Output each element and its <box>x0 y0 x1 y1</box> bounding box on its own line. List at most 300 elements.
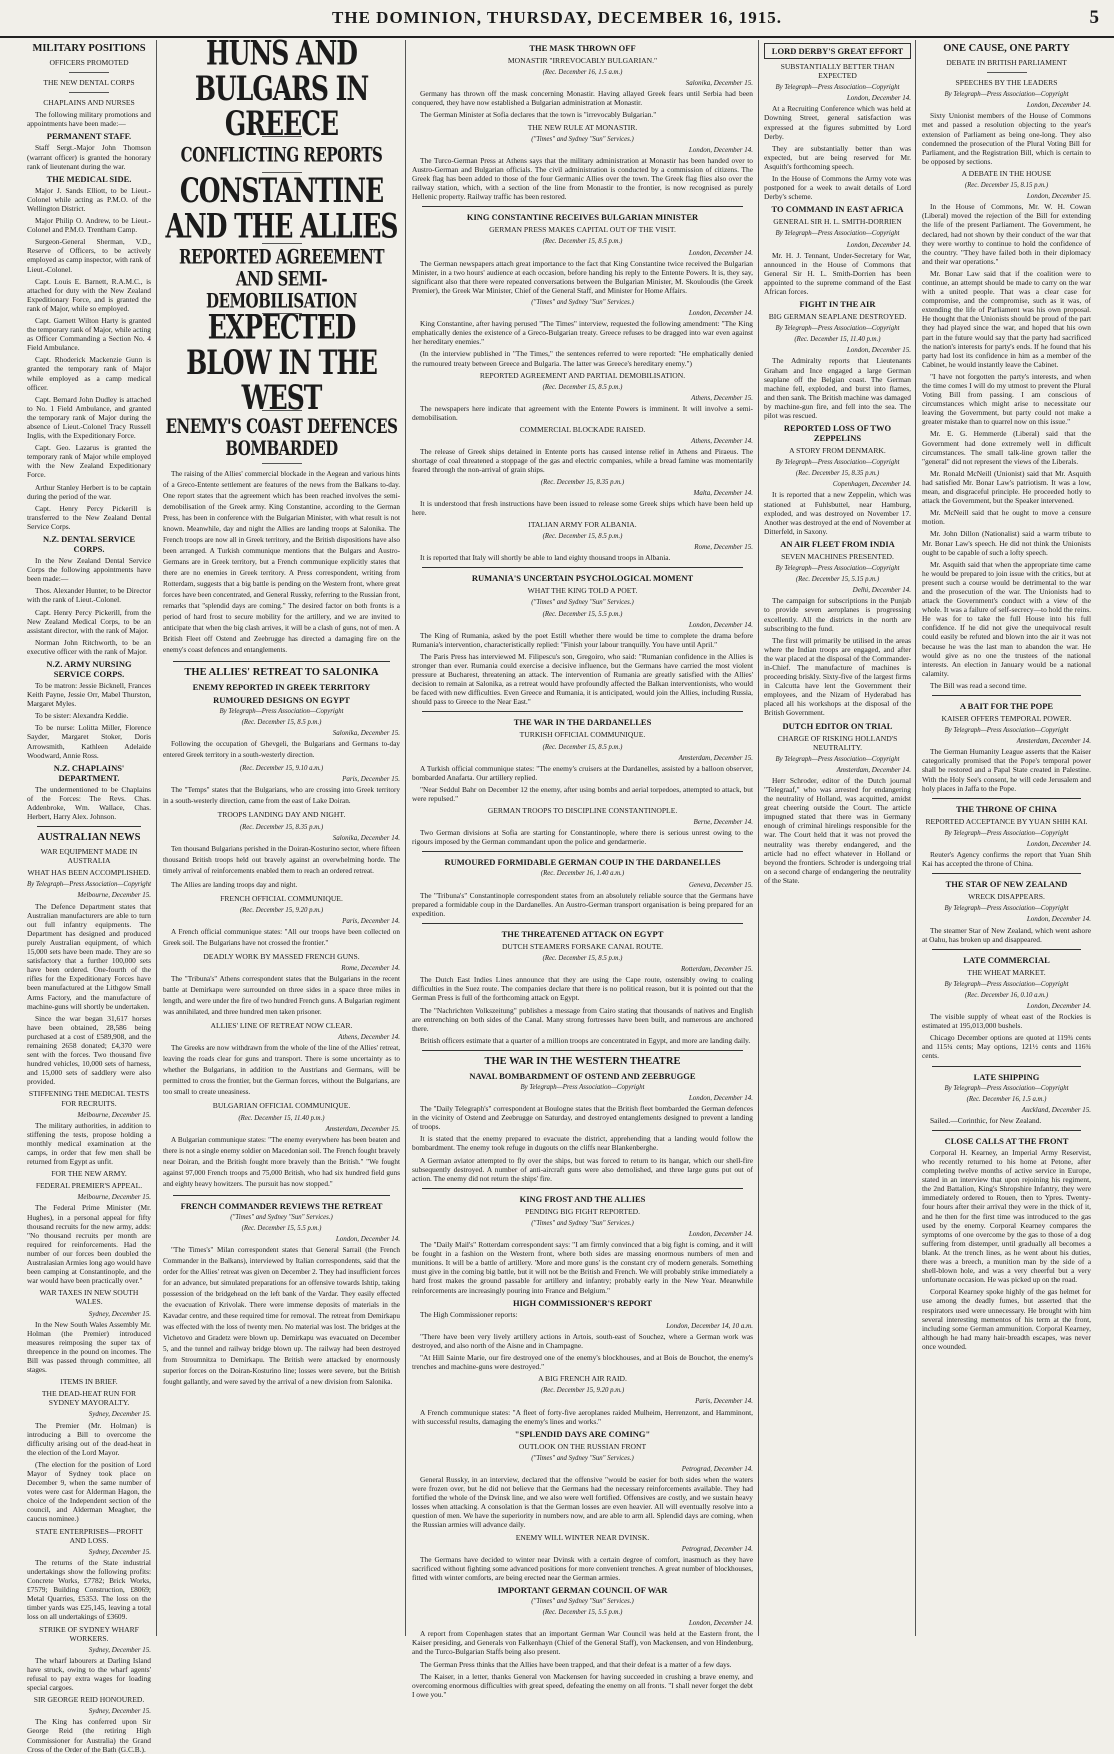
paragraph: Sixty Unionist members of the House of Commons met and passed a resolution objecting to the year's extension of Parliament as being one-long. They also condemned the prosecution of the Plural Voting Bill for Parliament, and the Registration Bill, which is certain to be opposed by sections. <box>922 111 1091 166</box>
headline: MILITARY POSITIONS <box>32 43 146 54</box>
received-line: (Rec. December 16, 1.40 a.m.) <box>540 870 625 878</box>
paragraph: The first will primarily be utilised in the areas where the Indian troops are engaged, and after the war placed at the disposal of the Commander-in-Chief. The manufacture of machines is proceeding briskly. Sixty-five of the largest firms in Calcutta have lent the Government their employees, and the Nizam of Hyderabad has placed all his workshops at the disposal of the British Government. <box>764 635 911 718</box>
subheading: BULGARIAN OFFICIAL COMMUNIQUE. <box>212 1101 351 1111</box>
headline: "SPLENDID DAYS ARE COMING" <box>514 1428 651 1439</box>
wire-credit: By Telegraph—Press Association—Copyright <box>944 727 1069 735</box>
subheading: A STORY FROM DENMARK. <box>789 446 886 456</box>
dateline: Delhi, December 14. <box>852 586 911 595</box>
dateline: Athens, December 14. <box>338 1033 400 1042</box>
received-line: (Rec. December 16, 0.10 a.m.) <box>964 991 1049 999</box>
paragraph: To be sister: Alexandra Keddie. <box>35 711 129 721</box>
subheading: DUTCH STEAMERS FORSAKE CANAL ROUTE. <box>501 941 664 951</box>
subheading: CHAPLAINS AND NURSES <box>43 98 135 108</box>
paragraph: The Defence Department states that Australian manufacturers are able to turn out full infantry equipments. The Department has designed and produced purely Australian equipment, of which 15,000 sets have been made. They are so satisfactory that a further 100,000 sets have been ordered. One-fourth of the rifles for the Expeditionary Forces have been manufactured at the Lithgow Small Arms Factory, and the manufacture of machine-guns will shortly be undertaken. <box>27 901 151 1011</box>
subheading: KAISER OFFERS TEMPORAL POWER. <box>941 714 1072 723</box>
subheading: WRECK DISAPPEARS. <box>968 892 1045 902</box>
headline: THE WAR IN THE DARDANELLES <box>513 717 652 728</box>
subheading: WHAT THE KING TOLD A POET. <box>527 586 638 596</box>
dateline: Melbourne, December 15. <box>77 1110 151 1119</box>
paragraph: It is reported that a new Zeppelin, which was stationed at Fuhlsbuttel, near Hamburg, exploded, and was destroyed on November 17. Another was destroyed at the end of November at Ditterfeld, in Saxony. <box>764 490 911 536</box>
dateline: Athens, December 14. <box>691 437 753 446</box>
dateline: Rotterdam, December 15. <box>680 965 753 974</box>
dateline: Salonika, December 15. <box>332 729 400 738</box>
wire-credit: By Telegraph—Press Association—Copyright <box>944 905 1069 913</box>
subheading: SUBSTANTIALLY BETTER THAN EXPECTED <box>780 62 895 81</box>
column-military-australian <box>22 40 157 1754</box>
divider <box>932 873 1081 874</box>
paragraph: The Kaiser, in a letter, thanks General von Mackensen for having succeeded in crushing a brave enemy, and overcoming enormous difficulties with great speed, defeating the enemy on all fronts. "I shall never forget the debt I owe you." <box>412 1671 753 1699</box>
divider <box>932 949 1081 950</box>
subheading: SEVEN MACHINES PRESENTED. <box>781 551 894 561</box>
paragraph: A French official communique states: "All our troops have been collected on Greek soil. The Bulgarians have not crossed the frontier." <box>163 928 400 948</box>
dateline: London, December 14. <box>846 240 911 249</box>
headline: FRENCH COMMANDER REVIEWS THE RETREAT <box>180 1200 383 1211</box>
paragraph: A Turkish official communique states: "The enemy's cruisers at the Dardanelles, assisted by a balloon observer, bombarded Anafarta. Our artillery replied. <box>412 763 753 782</box>
paragraph: Thos. Alexander Hunter, to be Director with the rank of Lieut.-Colonel. <box>27 586 151 605</box>
dateline: Geneva, December 15. <box>688 880 753 889</box>
dateline: Sydney, December 15. <box>88 1707 151 1716</box>
subheading: OUTLOOK ON THE RUSSIAN FRONT <box>518 1441 647 1451</box>
subheading: CHARGE OF RISKING HOLLAND'S NEUTRALITY. <box>777 733 898 752</box>
subheading: THE DEAD-HEAT RUN FOR SYDNEY MAYORALTY. <box>41 1389 137 1408</box>
subheading: TROOPS LANDING DAY AND NIGHT. <box>217 810 346 820</box>
paragraph: In the New South Wales Assembly Mr. Holman (the Premier) introduced measures reimposing the super tax of threepence in the pound on incomes. The Bill was passed through committee, all stages. <box>27 1319 151 1375</box>
received-line: (Rec. December 15, 8.5 p.m.) <box>542 743 623 751</box>
column-derby-million-men <box>760 40 916 1636</box>
divider <box>262 463 302 464</box>
column-one-cause <box>917 40 1096 1636</box>
subheading: A DEBATE IN THE HOUSE <box>961 168 1052 178</box>
paragraph: Arthur Stanley Herbert is to be captain during the period of the war. <box>27 482 151 501</box>
paragraph: The "Daily Telegraph's" correspondent at Boulogne states that the British fleet bombarded the German defences in the vicinity of Ostend and Zeebrugge on Saturday, and destroyed entanglements designed to prevent a landing of troops. <box>412 1104 753 1132</box>
paragraph: The military authorities, in addition to stiffening the tests, propose holding a monthly medical examination at the camps, in order that few men shall be returned from Egypt as unfit. <box>27 1120 151 1167</box>
paragraph: A Bulgarian communique states: "The enemy everywhere has been beaten and there is not a single enemy soldier on Macedonian soil. The French fought bravely near Doiran, and the British fought more bravely than the British." "We fought against 97,000 French troops and 75,000 British, who had six hundred field guns and eighty heavy howitzers. The pursuit has now stopped." <box>163 1135 400 1188</box>
subheading: SPEECHES BY THE LEADERS <box>955 78 1058 88</box>
headline: REPORTED LOSS OF TWO ZEPPELINS <box>783 423 892 444</box>
section-heading: PERMANENT STAFF. <box>46 131 132 142</box>
paragraph: The King has conferred upon Sir George Reid (the retiring High Commissioner for Australia) the Grand Cross of the Order of the Bath (G.C.B.). <box>27 1717 151 1754</box>
headline: A BAIT FOR THE POPE <box>959 701 1054 711</box>
paragraph: Reuter's Agency confirms the report that Yuan Shih Kai has accepted the throne of China. <box>922 850 1091 869</box>
paragraph: The German newspapers attach great importance to the fact that King Constantine twice received the Bulgarian Minister, in a two hours' audience at each occasion, before handing his reply to the Entente Powers. It is, they say, significant also that there were repeated conversations between the Bulgarian Minister, M. Skouloudis (the Greek Premier), the Greek War Minister, Chief of the General Staff, and Minister for Home Affairs. <box>412 258 753 295</box>
dateline: London, December 15. <box>1026 192 1091 201</box>
paragraph: It is understood that fresh instructions have been issued to release some Greek ships which have been held up here. <box>412 498 753 517</box>
received-line: (Rec. December 15, 9.20 p.m.) <box>540 1387 625 1395</box>
received-line: (Rec. December 15, 5.5 p.m.) <box>542 1609 623 1617</box>
paragraph: Herr Schroder, editor of the Dutch journal "Telegraaf," who was arrested for endangering the neutrality of Holland, was acquitted, amidst great cheering outside the Court. The article impugned stated that there was in Germany enough of criminal hirelings responsible for the war. The Court held that it was not proved the neutrality was thereby endangered, and the article had no effect whatever in Holland or beyond the frontiers. Schroder is undergoing trial on a second charge of endangering the neutrality of the State. <box>764 775 911 885</box>
headline: AN AIR FLEET FROM INDIA <box>780 538 895 549</box>
subheading: FRENCH OFFICIAL COMMUNIQUE. <box>220 893 343 903</box>
paragraph: It is stated that the enemy prepared to evacuate the district, apprehending that a landing would follow the bombardment. The enemy took refuge in dugouts on the cliffs near Blankenberghe. <box>412 1134 753 1153</box>
lead-headline: HUNS AND BULGARS IN GREECE <box>194 33 369 143</box>
wire-credit: By Telegraph—Press Association—Copyright <box>775 565 900 573</box>
dateline: London, December 14. <box>1026 915 1091 924</box>
dateline: Amsterdam, December 14. <box>836 765 911 774</box>
paragraph: British officers estimate that a quarter of a million troops are concentrated in Egypt, and more are landing daily. <box>420 1035 751 1045</box>
dateline: Salonika, December 15. <box>685 79 753 88</box>
dateline: Amsterdam, December 14. <box>1016 737 1091 746</box>
paragraph: Major Philip O. Andrew, to be Lieut.-Colonel and P.M.O. Trentham Camp. <box>27 216 151 235</box>
wire-credit: By Telegraph—Press Association—Copyright <box>775 325 900 333</box>
paragraph: Mr. E. G. Hemmerde (Liberal) said that the Government had done extremely well in difficult circumstances. The small talk-line grown taller the "general" did not represent the views of the Liberals. <box>922 429 1091 466</box>
column-lead-story <box>158 33 406 1636</box>
subheading: FEDERAL PREMIER'S APPEAL. <box>35 1181 143 1191</box>
subheading: STATE ENTERPRISES—PROFIT AND LOSS. <box>35 1526 143 1545</box>
wire-credit: By Telegraph—Press Association—Copyright <box>27 881 151 889</box>
paragraph: The "Daily Mail's" Rotterdam correspondent says: "I am firmly convinced that a big fight is coming, and it will be fought in a fashion on the Western front, where both sides are massing enormous numbers of men and munitions. It will be a battle of artillery. 'More and more guns' is the constant cry of modern generals. Something must give in the coming big battle, but it will not be the British and French. We will probably strike immediately a hard frost makes the ground passable for artillery and infantry; probably early in the New Year. Meanwhile reinforcements are increasingly pouring into France and Belgium." <box>412 1240 753 1295</box>
dateline: London, December 14. <box>688 248 753 257</box>
headline: THE STAR OF NEW ZEALAND <box>945 879 1068 890</box>
headline: LATE COMMERCIAL <box>963 954 1050 965</box>
paragraph: The returns of the State industrial undertakings show the following profits: Concrete Works, £7782; Brick Works, £7579; Building Construction, £8069; Metal Quarries, £5353. The loss on the timber yards was £25,145, leaving a total loss on all undertakings of £3609. <box>27 1557 151 1622</box>
paragraph: The German Minister at Sofia declares that the town is "irrevocably Bulgarian." <box>420 110 657 120</box>
paragraph: Capt. Louis E. Barnett, R.A.M.C., is attached for duty with the New Zealand Expeditionary Force, and is granted the rank of Major, while so employed. <box>27 276 151 313</box>
paragraph: The newspapers here indicate that agreement with the Entente Powers is imminent. It will involve a semi-demobilisation. <box>412 403 753 422</box>
received-line: (Rec. December 15, 8.5 p.m.) <box>241 719 322 727</box>
dateline: London, December 14. <box>688 309 753 318</box>
divider <box>932 1066 1081 1067</box>
paragraph: (In the interview published in "The Times," the sentences referred to were reported: "He emphatically denied the rumoured treaty between Greece and Bulgaria. The latter was Greece's hereditary enemy.") <box>412 349 753 368</box>
received-line: (Rec. December 15, 11.40 p.m.) <box>238 1114 325 1122</box>
divider <box>932 1130 1081 1131</box>
received-line: (Rec. December 15, 8.35 p.m.) <box>795 470 880 478</box>
divider <box>173 1195 390 1196</box>
subheading: THE NEW DENTAL CORPS <box>43 78 135 88</box>
subheading: ALLIES' LINE OF RETREAT NOW CLEAR. <box>210 1021 353 1031</box>
dateline: Athens, December 15. <box>691 393 753 402</box>
paragraph: The Turco-German Press at Athens says that the military administration at Monastir has been handed over to Austro-German and Bulgarian officials. The civil administration is conducted by a commission of citizens. The Greek flag has been added to those of the four Germanic Allies over the town. The Greek flag flies also over the railway station, which, with a section of the line from Monastir to the frontier, is now recognised as purely Hellenic property. Railway traffic has been restored. <box>412 155 753 202</box>
paragraph: Mr. Bonar Law said that if the coalition were to continue, an attempt should be made to carry on the war with a united people. That was a clear case for compromise, and the compromise, such as it was, of extending the life of Parliament was his own proposal. He thought that the Unionists should be proud of the part they had played since the war, and hoped that his own part in the future would say that the party had sacrificed the nation's interests for party's ends. If he found that his party had lost its confidence in him as a member of the Cabinet, he would instantly leave the Cabinet. <box>922 268 1091 369</box>
subheading: GERMAN PRESS MAKES CAPITAL OUT OF THE VISIT. <box>489 225 676 235</box>
subheading: RUMOURED DESIGNS ON EGYPT <box>213 695 350 705</box>
paragraph: The Allies are landing troops day and night. <box>171 880 298 889</box>
paragraph: The Dutch East Indies Lines announce that they are using the Cape route, ostensibly owing to coaling difficulties in the Suez route. The companies declare that there is no political reason, but it is pointed out that the German Press is full of the forthcoming attack on Egypt. <box>412 975 753 1003</box>
paragraph: The Paris Press has interviewed M. Filipescu's son, Gregoiro, who said: "Rumanian confidence in the Allies is stronger than ever. Rumania could exercise a decisive influence, but the Germans have carried the most violent pressure at Bucharest, threatening an attack. The intervention of Rumania are greatly satisfied with the Allies' decision to remain at Salonika, as a retreat would have profoundly affected the Balkan interventionists, who would be faced with new difficulties. Even Greece and Rumania, it is anticipated, would join the Allies, including Russia, should pass to Greece to the Near East." <box>412 651 753 707</box>
wire-credit: By Telegraph—Press Association—Copyright <box>219 708 344 715</box>
divider <box>422 923 743 924</box>
paragraph: The undermentioned to be Chaplains of the Forces: The Revs. Chas. Addenbroke, Wm. Wallace, Chas. Herbert, Harry Alex. Johnson. <box>27 784 151 821</box>
headline: CONFLICTING REPORTS <box>180 143 383 167</box>
wire-credit: ("Times" and Sydney "Sun" Services.) <box>531 599 634 607</box>
divider <box>422 1188 743 1189</box>
paragraph: Mr. John Dillon (Nationalist) said a warm tribute to Mr. Bonar Law's speech. He did not think the Unionists ought to be capable of such a lofty speech. <box>922 529 1091 557</box>
dateline: London, December 15. <box>846 346 911 355</box>
wire-credit: By Telegraph—Press Association—Copyright <box>944 980 1069 988</box>
lead-paragraph: The raising of the Allies' commercial blockade in the Aegean and various hints of a Greco-Entente settlement are features of the news from the Balkans to-day. One report states that the agreement which has been reached involves the semi-demobilisation of the Greek army. King Constantine, according to the German Press, has been in conference with the Bulgarian Minister, with what result is not known. Meanwhile, day and night the Allies are landing troops at Salonika. The French troops are now all in Greek territory, and the British dispositions have also been arranged. A Turkish communique mentions that the Bulgars and Austro-Germans are in Greek territory, but a French communique explicitly states that there are no enemies in Greek territory. A Press correspondent, writing from Rotterdam, suggests that a big battle is pending on the Western front, where great forces have been concentrated, and General Russky, referring to the Russian front, remarks that "splendid days are coming." The desired factor on both fronts is a period of hard frost to secure mobility for the artillery, and we are invited to anticipate that when the big clash arrives, it will be a clash of guns, not of men. A British Fleet off Ostend and Zeebrugge has directed a damaging fire on the enemy's coast defences and entanglements. <box>163 470 400 654</box>
dateline: Sydney, December 15. <box>88 1547 151 1556</box>
wire-credit: By Telegraph—Press Association—Copyright <box>944 829 1069 837</box>
subheading: THE WHEAT MARKET. <box>967 967 1046 977</box>
paragraph: It is reported that Italy will shortly be able to land eighty thousand troops in Albania. <box>420 553 671 563</box>
subheading: THE NEW RULE AT MONASTIR. <box>527 122 638 132</box>
subheading: OFFICERS PROMOTED <box>49 58 129 67</box>
column-balkan-western <box>407 40 759 1699</box>
paragraph: Ten thousand Bulgarians perished in the Doiran-Kosturino sector, where fifteen thousand British troops held out bravely against an overwhelming horde. The timely arrival of reinforcements enabled them to reach an ordered retreat. <box>163 844 400 875</box>
subheading: DEADLY WORK BY MASSED FRENCH GUNS. <box>203 952 360 962</box>
dateline: London, December 14. <box>1026 101 1091 110</box>
paragraph: In the House of Commons, Mr. W. H. Cowan (Liberal) moved the rejection of the Bill for extending the life of the present Parliament. The Government, he declared, had not shown by their conduct of the war that they were worthy to continue to hold the confidence of the country. "They have failed both in their diplomacy and their war operations." <box>922 202 1091 266</box>
wire-credit: ("Times" and Sydney "Sun" Services.) <box>531 298 634 306</box>
paragraph: In the New Zealand Dental Service Corps the following appointments have been made:— <box>27 556 151 584</box>
received-line: (Rec. December 15, 8.35 p.m.) <box>239 823 324 831</box>
paragraph: The German Press thinks that the Allies have been trapped, and that their defeat is a matter of a few days. <box>420 1659 732 1669</box>
divider <box>422 711 743 712</box>
received-line: (Rec. December 15, 11.40 p.m.) <box>794 336 881 344</box>
paragraph: The Federal Prime Minister (Mr. Hughes), in a personal appeal for fifty thousand recruits for the new army, adds: "No thousand recruits per month are required for reinforcements. Had the number of our forces been doubled the Australasian Armies long ago would have been camping at Constantinople, and the war would have been practically over." <box>27 1203 151 1286</box>
wire-credit: By Telegraph—Press Association—Copyright <box>944 91 1069 99</box>
paragraph: Mr. Ronald McNeill (Unionist) said that Mr. Asquith had satisfied Mr. Bonar Law's patriotism. It was a low, mean, and disgraceful principle. He proceeded hotly to attack the Government, but the Speaker intervened. <box>922 468 1091 506</box>
dateline: Berne, December 14. <box>693 818 753 827</box>
wire-credit: ("Times" and Sydney "Sun" Services.) <box>531 135 634 143</box>
paragraph: The Bill was read a second time. <box>930 680 1027 690</box>
dateline: Melbourne, December 15. <box>77 1193 151 1202</box>
paragraph: To be matron: Jessie Bicknell, Frances Keith Payne, Jessie Orr, Mabel Thurston, Margaret Myles. <box>27 680 151 709</box>
wire-credit: ("Times" and Sydney "Sun" Services.) <box>230 1213 333 1221</box>
paragraph: The German Humanity League asserts that the Kaiser categorically promised that the Pope's temporal power shall be restored and a Papal State created in Palestine. With the Holy See's consent, he will cede Jerusalem and holy places in Jaffa to the Pope. <box>922 747 1091 793</box>
subheading: ENEMY WILL WINTER NEAR DVINSK. <box>515 1532 650 1542</box>
dateline: Rome, December 14. <box>341 964 400 973</box>
paragraph: At a Recruiting Conference which was held at Downing Street, general satisfaction was expressed at the figures submitted by Lord Derby. <box>764 104 911 141</box>
subheading: ENEMY REPORTED IN GREEK TERRITORY <box>192 682 371 692</box>
received-line: (Rec. December 15, 8.5 p.m.) <box>542 533 623 541</box>
section-heading: N.Z. CHAPLAINS' DEPARTMENT. <box>53 762 125 783</box>
received-line: (Rec. December 15, 9.20 p.m.) <box>239 906 324 914</box>
headline: EXPECTED BLOW IN THE WEST <box>186 307 377 417</box>
headline: KING CONSTANTINE RECEIVES BULGARIAN MINISTER <box>466 212 699 223</box>
headline: RUMOURED FORMIDABLE GERMAN COUP IN THE DARDANELLES <box>444 857 721 868</box>
received-line: (Rec. December 15, 5.5 p.m.) <box>542 610 623 618</box>
received-line: (Rec. December 15, 8.5 p.m.) <box>542 383 623 391</box>
headline: ONE CAUSE, ONE PARTY <box>943 43 1070 54</box>
headline: FIGHT IN THE AIR <box>799 299 876 310</box>
section-heading: N.Z. DENTAL SERVICE CORPS. <box>42 534 136 555</box>
wire-credit: By Telegraph—Press Association—Copyright <box>775 230 900 238</box>
paragraph: (The election for the position of Lord Mayor of Sydney took place on December 9, when the same number of votes were cast for Alderman Hagon, the choice of the Independent section of the council, and Alderman Meagher, the caucus nominee.) <box>27 1459 151 1524</box>
divider <box>422 1050 743 1051</box>
dateline: Melbourne, December 15. <box>77 891 151 900</box>
paragraph: The Greeks are now withdrawn from the whole of the line of the Allies' retreat, leaving the roads clear for guns and transport. There is some uncertainty as to whether the Bulgarians, in addition to the Austrians and Germans, will be permitted to cross the frontier, but the German forces, without the Bulgarians, are too small to create uneasiness. <box>163 1044 400 1097</box>
subheading: A BIG FRENCH AIR RAID. <box>538 1374 627 1384</box>
subheading: REPORTED ACCEPTANCE BY YUAN SHIH KAI. <box>925 816 1088 826</box>
dateline: Copenhagen, December 14. <box>832 480 911 489</box>
divider <box>173 661 390 662</box>
paragraph: "Near Seddul Bahr on December 12 the enemy, after using bombs and aerial torpedoes, attempted to attack, but were repulsed." <box>412 784 753 803</box>
dateline: London, December 14, 10 a.m. <box>666 1321 753 1330</box>
subheading: TURKISH OFFICIAL COMMUNIQUE. <box>519 730 646 740</box>
paragraph: The following military promotions and appointments have been made:— <box>27 110 151 129</box>
section-heading: N.Z. ARMY NURSING SERVICE CORPS. <box>46 658 132 679</box>
paragraph: In the House of Commons the Army vote was postponed for a week to await details of Lord Derby's scheme. <box>764 174 911 202</box>
headline: NAVAL BOMBARDMENT OF OSTEND AND ZEEBRUGGE <box>469 1070 696 1081</box>
dateline: London, December 14. <box>688 1619 753 1628</box>
paragraph: The visible supply of wheat east of the Rockies is estimated at 195,013,000 bushels. <box>922 1012 1091 1031</box>
paragraph: The "Tribuna's" Athens correspondent states that the Bulgarians in the recent battle at Demirkapu were surrounded on three sides in a space three miles in length, and were under the fire of two hundred French guns. A Bulgarian regiment was annihilated, and three hundred men taken prisoner. <box>163 975 400 1017</box>
paragraph: Capt. Rhoderick Mackenzie Gunn is granted the temporary rank of Major while employed as a camp medical officer. <box>27 355 151 392</box>
paragraph: Two German divisions at Sofia are starting for Constantinople, where there is serious unrest owing to the rigours imposed by the German commandant upon the police and gendarmerie. <box>412 828 753 847</box>
paragraph: The Premier (Mr. Holman) is introducing a Bill to overcome the difficulty arising out of the dead-heat in the election of the Lord Mayor. <box>27 1420 151 1457</box>
headline: THE THREATENED ATTACK ON EGYPT <box>501 928 664 939</box>
dateline: Amsterdam, December 15. <box>678 753 753 762</box>
subheading: PENDING BIG FIGHT REPORTED. <box>525 1206 640 1216</box>
headline: THE MASK THROWN OFF <box>529 43 636 53</box>
headline: KING FROST AND THE ALLIES <box>519 1193 646 1204</box>
received-line: (Rec. December 15, 8.35 p.m.) <box>540 478 625 486</box>
subheading: BIG GERMAN SEAPLANE DESTROYED. <box>768 312 907 322</box>
dateline: Paris, December 14. <box>342 916 400 925</box>
paragraph: Corporal H. Kearney, an Imperial Army Reservist, who recently returned to his home at Petone, after completing twelve months of active service in Europe, stated in an interview that upon rejoining his regiment, the 2nd Battalion, King's Shropshire Infantry, they were immediately ordered to Rouen, then to Ypres. Twenty-four hours after their arrival they were in the thick of it, and he then for the first time was introduced to the gas used by the enemy. Corporal Kearney compares the symptoms of one overcome by the gas to those of a dog suffering from distemper, until gradually all becomes a blank. At the trench lines, as he went about his duties, there was a breech, a munition man by the side of a shell-blown hole, and was a very cheerful but a very unfortunate occasion. He was picked up on the road. <box>922 1147 1091 1285</box>
subheading: FOR THE NEW ARMY. <box>51 1169 127 1179</box>
paragraph: The High Commissioner reports: <box>420 1309 518 1319</box>
paragraph: Chicago December options are quoted at 119¾ cents and 115¼ cents; May options, 121½ cents and 116¾ cents. <box>922 1033 1091 1061</box>
subheading: STIFFENING THE MEDICAL TESTS FOR RECRUITS. <box>28 1089 150 1108</box>
subheading: GERMAN TROOPS TO DISCIPLINE CONSTANTINOPLE. <box>487 806 678 816</box>
dateline: Salonika, December 14. <box>332 833 400 842</box>
divider <box>932 798 1081 799</box>
paragraph: Since the war began 31,617 horses have been obtained, 28,586 being purchased at a cost of £589,908, and the remaining 2658 donated; £4,370 were sent with the forces. Two thousand five hundred vehicles, 10,000 sets of harness, and 15,000 sets of saddlery were also provided. <box>27 1013 151 1087</box>
paragraph: Capt. Bernard John Dudley is attached to No. 1 Field Ambulance, and granted the temporary rank of Major during the absence of Lieut.-Colonel Tracy Russell Inglis, with the Expeditionary Force. <box>27 394 151 441</box>
headline: HIGH COMMISSIONER'S REPORT <box>512 1297 653 1308</box>
subheading: STRIKE OF SYDNEY WHARF WORKERS. <box>39 1624 139 1643</box>
paragraph: The "Tribuna's" Constantinople correspondent states from an absolutely reliable source that the Germans have prepared a formidable coup in the Dardanelles. An Austro-German transport organisation is being prepared for an expedition. <box>412 890 753 918</box>
wire-credit: ("Times" and Sydney "Sun" Services.) <box>531 1219 634 1227</box>
split-columns <box>760 40 915 1636</box>
divider <box>422 206 743 207</box>
paragraph: A report from Copenhagen states that an important German War Council was held at the Eastern front, the Kaiser presiding, and Generals von Falkenhayn (Chief of the General Staff), von Mackensen, and von Hindenburg, and the Turco-Bulgarian Staffs being also present. <box>412 1629 753 1657</box>
paragraph: Mr. H. J. Tennant, Under-Secretary for War, announced in the House of Commons that General Sir H. L. Smith-Dorrien has been appointed to the supreme command of the East African forces. <box>764 250 911 296</box>
received-line: (Rec. December 15, 9.10 a.m.) <box>239 765 324 773</box>
paragraph: Norman John Ritchworth, to be an executive officer with the rank of Major. <box>27 637 151 656</box>
paragraph: The wharf labourers at Darling Island have struck, owing to the wharf agents' refusal to pay extra wages for loading special cargoes. <box>27 1655 151 1693</box>
dateline: London, December 14. <box>1026 839 1091 848</box>
received-line: (Rec. December 16, 1.5 a.m.) <box>966 1095 1047 1103</box>
dateline: London, December 14. <box>688 145 753 154</box>
dateline: London, December 14. <box>1026 1001 1091 1010</box>
headline: RUMANIA'S UNCERTAIN PSYCHOLOGICAL MOMENT <box>471 573 694 584</box>
subheading: ITEMS IN BRIEF. <box>60 1377 118 1387</box>
paragraph: Staff Sergt.-Major John Thomson (warrant officer) is granted the honorary rank of lieutenant during the war. <box>27 143 151 171</box>
paragraph: The release of Greek ships detained in Entente ports has caused intense relief in Athens and Piraeus. The shortage of coal threatened a stoppage of the gas and electric companies, while a bread famine was momentarily feared through the non-arrival of grain ships. <box>412 447 753 475</box>
dateline: London, December 14. <box>846 94 911 103</box>
headline: THE ALLIES' RETREAT TO SALONIKA <box>184 667 379 678</box>
dateline: Auckland, December 15. <box>1021 1105 1091 1114</box>
divider <box>422 567 743 568</box>
dateline: Petrograd, December 14. <box>681 1464 753 1473</box>
dateline: Paris, December 14. <box>695 1397 753 1406</box>
paragraph: "At Hill Sainte Marie, our fire destroyed one of the enemy's blockhouses, and at Bois de Bouchot, the enemy's trenches and machine-guns were destroyed." <box>412 1353 753 1372</box>
subcolumn-left <box>760 40 915 1636</box>
headline: TO COMMAND IN EAST AFRICA <box>771 204 904 215</box>
dateline: Sydney, December 15. <box>88 1309 151 1318</box>
paragraph: Surgeon-General Sherman, V.D., Reserve of Officers, to be actively employed as camp inspector, with rank of Lieut.-Colonel. <box>27 237 151 274</box>
subheading: WAR TAXES IN NEW SOUTH WALES. <box>39 1288 139 1307</box>
headline: REPORTED AGREEMENT AND SEMI-DEMOBILISATION <box>179 245 384 313</box>
dateline: London, December 14. <box>688 620 753 629</box>
dateline: London, December 14. <box>688 1093 753 1102</box>
wire-credit: By Telegraph—Press Association—Copyright <box>520 1083 645 1091</box>
page-number: 5 <box>1089 7 1100 28</box>
masthead <box>0 0 1114 38</box>
paragraph: Corporal Kearney spoke highly of the gas helmet for use among the deadly fumes, but asserted that the respirators used were unnecessary. He brought with him several interesting mementos of his term at the front, including some German ammunition. Corporal Kearney, although he had many hair-breadth escapes, was never once wounded. <box>922 1287 1091 1351</box>
subheading: ITALIAN ARMY FOR ALBANIA. <box>528 519 637 529</box>
paragraph: "I have not forgotten the party's interests, and when the time comes I will do my utmost to prevent the Plural Voting Bill from passing. I am conscious of circumstances which might arise to necessitate our leaving the Government, but party could not make a greater mistake than to quarrel now on this issue." <box>922 371 1091 427</box>
dateline: Malta, December 14. <box>693 488 753 497</box>
headline: THE WAR IN THE WESTERN THEATRE <box>484 1055 681 1067</box>
dateline: Sydney, December 15. <box>88 1645 151 1654</box>
paragraph: The "Nachrichten Volkszeitung" publishes a message from Cairo stating that thousands of natives and English are entrenching on both sides of the Canal. Many strong fortresses have been built, and numerous are anchored there. <box>412 1005 753 1033</box>
paragraph: The campaign for subscriptions in the Punjab to provide seven aeroplanes is progressing excellently. All the districts in the north are subscribing to the fund. <box>764 596 911 633</box>
subheading: SIR GEORGE REID HONOURED. <box>33 1695 145 1705</box>
paragraph: Mr. McNeill said that he ought to move a censure motion. <box>922 508 1091 527</box>
paragraph: Capt. Henry Percy Pickerill is transferred to the New Zealand Dental Service Corps. <box>27 503 151 531</box>
wire-credit: ("Times" and Sydney "Sun" Services.) <box>531 1454 634 1462</box>
subheading: MONASTIR "IRREVOCABLY BULGARIAN." <box>507 56 658 65</box>
headline: LATE SHIPPING <box>973 1071 1040 1082</box>
headline: CLOSE CALLS AT THE FRONT <box>944 1135 1069 1146</box>
wire-credit: By Telegraph—Press Association—Copyright <box>775 755 900 763</box>
paragraph: Mr. Asquith said that when the appropriate time came he would be prepared to join issue with the critics, but at present such a course would be detrimental to the war and the prosecution of the war. The Unionists had to attack the Government's conduct with a view of the whole. It was a failure of self-secrecy—to hold the reins. He was for to take the full House into his full confidence. If he did not give the unequivocal result could easily be refuted and blown into the air it was not because he was the last man to abandon the war. He would give as no one the trustees of the national interests. An election in January would be a national calamity. <box>922 559 1091 678</box>
divider <box>932 695 1081 696</box>
received-line: (Rec. December 15, 8.5 p.m.) <box>542 955 623 963</box>
received-line: (Rec. December 15, 5.5 p.m.) <box>241 1224 322 1232</box>
paragraph: "There have been very lively artillery actions in Artois, south-east of Souchez, where a German work was destroyed, and also north of the Aisne and in Champagne. <box>412 1331 753 1350</box>
dateline: London, December 14. <box>335 1234 400 1243</box>
paragraph: Germany has thrown off the mask concerning Monastir. Having allayed Greek fears until Serbia had been conquered, they have now established a Bulgarian administration at Monastir. <box>412 89 753 108</box>
paragraph: General Russky, in an interview, declared that the offensive "would be easier for both sides when the waters were frozen over, but he did not believe that the Germans had the necessary reinforcements available. They had fortified the whole of the Dvinsk line, and we also were well fortified. Offensives are costly, and we sustain heavy losses when attacking. A consolation is that the German losses are even heavier. All will eventually resolve into a question of men. We have the superiority in numbers now, and are able to arm all. Splendid days are coming, when the Russian armies will advance daily. <box>412 1474 753 1530</box>
wire-credit: ("Times" and Sydney "Sun" Services.) <box>531 1598 634 1605</box>
paragraph: King Constantine, after having perused "The Times" interview, requested the following amendment: "The King emphatically denies the existence of a Greco-Bulgarian treaty. Greece refuses to be dragged into war even against her hereditary enemies." <box>412 319 753 347</box>
paragraph: The "Temps" states that the Bulgarians, who are crossing into Greek territory in a south-westerly direction, came from the east of Lake Doiran. <box>163 786 400 806</box>
paragraph: "The Times's" Milan correspondent states that General Sarrail (the French Commander in the Balkans), interviewed by Italian correspondents, said that the order for the Allies' retreat was given on December 2. They had insufficient forces for an advance, but simulated preparations for an offensive towards Ishtip, taking possession of the bridgehead on the left bank of the Vardar. They easily effected the evacuation of Krivolak. There were immense deposits of materials in the Kavadar centre, and these required time for removal. The retreat from Demirkapu was effected with the loss of twenty men. No material was lost. The bridges at the Vichetovo and Gradetz were blown up. Demirkapu was evacuated on December 5, and the tunnel and railway bridge blown up. The railway had been destroyed from Stroumnitza to Demirkapu. The British were attacked by enormously superior forces on the Doiran-Kosturino line; losses were severe, but the British fought gallantly, and were saved by the arrival of a new division from Salonika. <box>163 1245 400 1386</box>
paragraph: Sailed.—Corinthic, for New Zealand. <box>930 1115 1042 1125</box>
paragraph: The King of Rumania, asked by the poet Estill whether there would be time to complete the drama before Rumania's intervention, characteristically replied: "Finish your labour tranquilly. You have until April." <box>412 630 753 649</box>
divider <box>69 72 109 73</box>
section-heading: THE MEDICAL SIDE. <box>46 173 132 184</box>
headline: AUSTRALIAN NEWS <box>37 832 141 844</box>
paragraph: The steamer Star of New Zealand, which went ashore at Oahu, has broken up and disappeared. <box>922 925 1091 944</box>
dateline: Sydney, December 15. <box>88 1410 151 1419</box>
received-line: (Rec. December 15, 8.5 p.m.) <box>542 238 623 246</box>
paragraph: The Admiralty reports that Lieutenants Graham and Ince engaged a large German seaplane off the Belgian coast. The German machine fell, exploded, and burst into flames, and then sank. The British machine was damaged by machine-gun fire, and fell into the sea. The pilot was rescued. <box>764 356 911 420</box>
dateline: Rome, December 15. <box>694 543 753 552</box>
subheading: GENERAL SIR H. L. SMITH-DORRIEN <box>773 217 902 227</box>
dateline: Paris, December 15. <box>342 775 400 784</box>
headline: DUTCH EDITOR ON TRIAL <box>782 720 893 731</box>
paragraph: A German aviator attempted to fly over the ships, but was forced to return to its hangar, which our shell-fire subsequently destroyed. A number of anti-aircraft guns were also demolished, and three large guns put out of action. The enemy did not return the ships' fire. <box>412 1155 753 1183</box>
subheading: WHAT HAS BEEN ACCOMPLISHED. <box>27 868 151 878</box>
paragraph: Capt. Garnett Wilton Harty is granted the temporary rank of Major, while acting as Officer Commanding a Section No. 4 Field Ambulance. <box>27 315 151 353</box>
headline: ENEMY'S COAST DEFENCES BOMBARDED <box>165 414 398 461</box>
dateline: Petrograd, December 14. <box>681 1544 753 1553</box>
divider <box>422 851 743 852</box>
paragraph: Major J. Sands Elliott, to be Lieut.-Colonel while acting as P.M.O. of the Wellington District. <box>27 185 151 213</box>
paragraph: They are substantially better than was expected, but are being reserved for Mr. Asquith's forthcoming speech. <box>764 143 911 171</box>
paragraph: A French communique states: "A fleet of forty-five aeroplanes raided Mulheim, Herrenzont, and Hamminont, with successful results, damaging the enemy's lines and works." <box>412 1407 753 1426</box>
dateline: London, December 14. <box>688 1230 753 1238</box>
paragraph: To be nurse: Lolitta Miller, Florence Sayder, Margaret Stoker, Doris Arrowsmith, Kathleen Adelaide Woodward, Annie Ross. <box>27 723 151 760</box>
received-line: (Rec. December 16, 1.5 a.m.) <box>542 69 623 77</box>
received-line: (Rec. December 15, 5.15 p.m.) <box>795 576 880 584</box>
subheading: COMMERCIAL BLOCKADE RAISED. <box>519 425 646 435</box>
received-line: (Rec. December 15, 8.15 p.m.) <box>964 182 1049 190</box>
masthead-title: THE DOMINION, THURSDAY, DECEMBER 16, 1915. <box>332 8 782 27</box>
wire-credit: By Telegraph—Press Association—Copyright <box>775 459 900 467</box>
headline: THE THRONE OF CHINA <box>956 803 1057 814</box>
paragraph: Capt. Geo. Lazarus is granted the temporary rank of Major while employed with the New Zealand Expeditionary Force. <box>27 443 151 480</box>
subheading: REPORTED AGREEMENT AND PARTIAL DEMOBILISATION. <box>479 370 686 380</box>
paragraph: The Germans have decided to winter near Dvinsk with a certain degree of comfort, inasmuch as they have sacrificed without fighting some advanced positions for more convenient trenches. A great number of blockhouses, fitted with winter comforts, are being erected near the German armies. <box>412 1554 753 1582</box>
wire-credit: By Telegraph—Press Association—Copyright <box>944 1084 1069 1092</box>
divider <box>37 826 141 827</box>
